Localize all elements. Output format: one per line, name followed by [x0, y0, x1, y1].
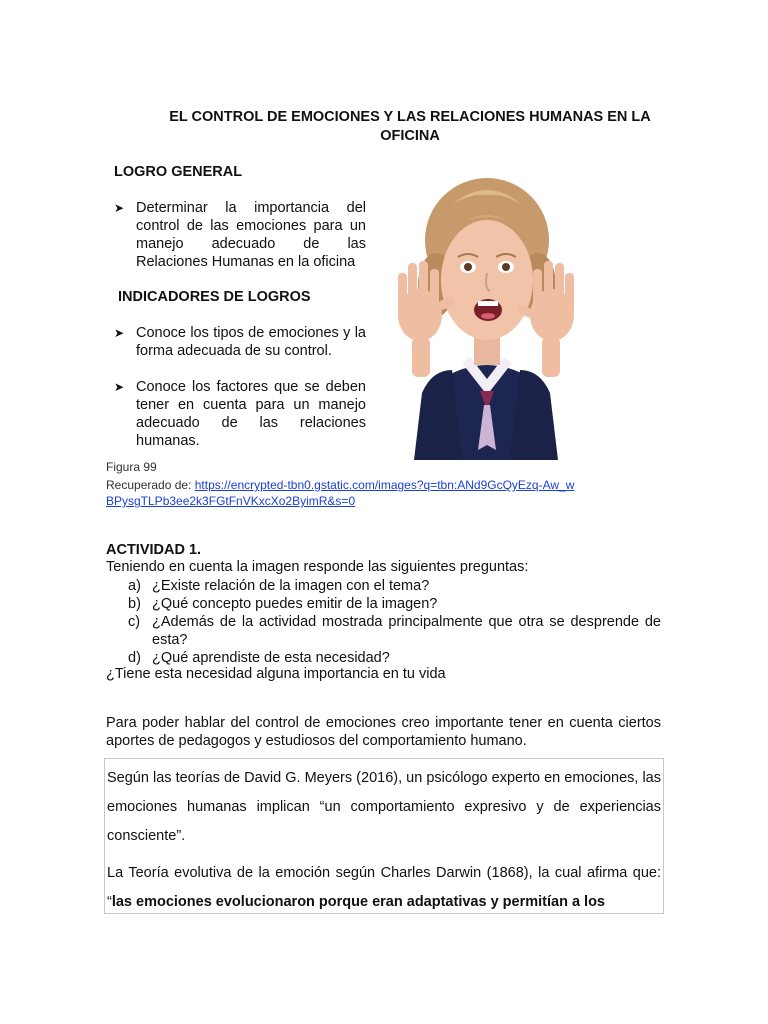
question-letter: b)	[128, 596, 141, 612]
figure-caption: Figura 99	[106, 460, 157, 474]
question-text: ¿Además de la actividad mostrada principalmente que otra se desprende de esta?	[152, 614, 661, 648]
darwin-paragraph	[105, 859, 663, 914]
question-text: ¿Qué concepto puedes emitir de la imagen?	[152, 596, 438, 612]
list-item	[128, 649, 661, 667]
question-letter: c)	[128, 614, 141, 630]
list-item	[128, 613, 661, 649]
logro-general-heading: LOGRO GENERAL	[114, 164, 243, 180]
source-link[interactable]: https://encrypted-tbn0.gstatic.com/images?q=tbn:ANd9GcQyEzq-Aw_wBPysgTLPb3ee2k3FGtFnVKxcXo2ByimR&s=0	[106, 478, 575, 508]
actividad-intro: Teniendo en cuenta la imagen responde las siguientes preguntas:	[106, 559, 529, 575]
bullet-text: Conoce los tipos de emociones y la forma adecuada de su control.	[136, 325, 366, 359]
arrow-bullet-icon: ➤	[114, 380, 125, 394]
arrow-bullet-icon: ➤	[114, 201, 125, 215]
indicadores-heading: INDICADORES DE LOGROS	[118, 289, 311, 305]
figure-image-girl	[392, 165, 580, 460]
question-text: ¿Existe relación de la imagen con el tema?	[152, 578, 430, 594]
list-item	[114, 378, 366, 450]
intro-paragraph: Para poder hablar del control de emociones creo importante tener en cuenta ciertos aportes de pedagogos y estudiosos del comportamiento humano.	[106, 715, 661, 749]
question-text: ¿Qué aprendiste de esta necesidad?	[152, 650, 390, 666]
bullet-text: Conoce los factores que se deben tener en cuenta para un manejo adecuado de las relaciones humanas.	[136, 379, 366, 449]
page-title: EL CONTROL DE EMOCIONES Y LAS RELACIONES HUMANAS EN LA OFICINA	[169, 109, 651, 144]
closing-question: ¿Tiene esta necesidad alguna importancia en tu vida	[106, 666, 446, 682]
quote-box	[104, 758, 664, 914]
actividad-title: ACTIVIDAD 1.	[106, 542, 202, 558]
source-label: Recuperado de:	[106, 478, 192, 492]
question-list	[128, 577, 661, 667]
darwin-text: La Teoría evolutiva de la emoción según Charles Darwin (1868), la cual afirma que: “	[107, 865, 661, 910]
bullet-text: Determinar la importancia del control de las emociones para un manejo adecuado de las Relaciones Humanas en la oficina	[136, 200, 366, 270]
arrow-bullet-icon: ➤	[114, 326, 125, 340]
list-item	[128, 595, 661, 613]
question-letter: d)	[128, 650, 141, 666]
question-letter: a)	[128, 578, 141, 594]
list-item	[128, 577, 661, 595]
list-item	[114, 199, 366, 271]
list-item	[114, 324, 366, 360]
meyers-paragraph: Según las teorías de David G. Meyers (2016), un psicólogo experto en emociones, las emociones humanas implican “un comportamiento expresivo y de experiencias consciente”.	[107, 770, 661, 844]
girl-illustration	[392, 165, 580, 460]
darwin-quote-bold: las emociones evolucionaron porque eran adaptativas y permitían a los	[111, 894, 605, 910]
figure-source	[106, 477, 576, 509]
